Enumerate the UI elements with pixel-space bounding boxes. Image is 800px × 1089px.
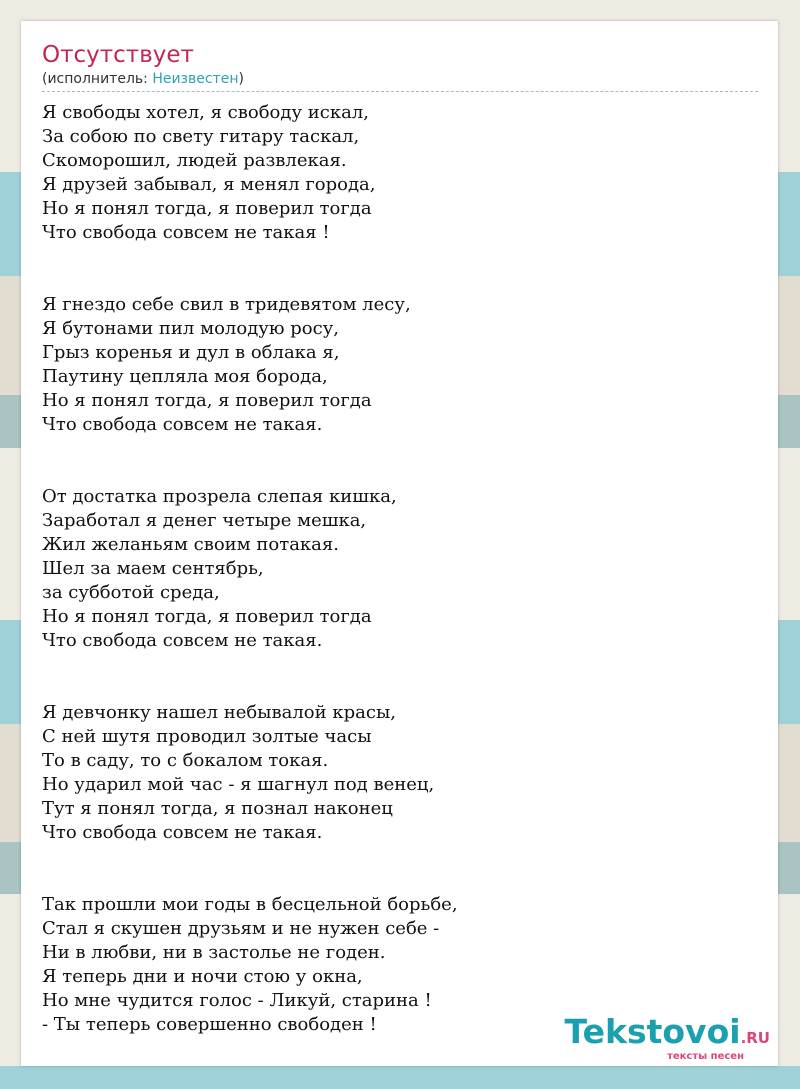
artist-prefix: (исполнитель: xyxy=(42,71,153,87)
lyric-line: Я гнездо себе свил в тридевятом лесу, xyxy=(42,294,411,315)
lyric-line: Но я понял тогда, я поверил тогда xyxy=(42,606,372,627)
logo-tld: .RU xyxy=(740,1029,770,1047)
lyric-line: Но я понял тогда, я поверил тогда xyxy=(42,198,372,219)
lyric-line: Но я понял тогда, я поверил тогда xyxy=(42,390,372,411)
site-logo[interactable] xyxy=(564,1012,770,1062)
lyric-line: За собою по свету гитару таскал, xyxy=(42,126,360,147)
lyric-line: Я бутонами пил молодую росу, xyxy=(42,318,340,339)
lyric-line: Тут я понял тогда, я познал наконец xyxy=(42,798,393,819)
lyric-line: То в саду, то с бокалом токая. xyxy=(42,750,329,771)
lyric-line: Грыз коренья и дул в облака я, xyxy=(42,342,340,363)
lyric-line: Я девчонку нашел небывалой красы, xyxy=(42,702,396,723)
lyric-line: Скоморошил, людей развлекая. xyxy=(42,150,347,171)
lyric-line: Ни в любви, ни в застолье не годен. xyxy=(42,942,386,963)
lyrics-card xyxy=(21,21,778,1066)
lyric-line: за субботой среда, xyxy=(42,582,220,603)
lyric-line: Но ударил мой час - я шагнул под венец, xyxy=(42,774,435,795)
stanza-3 xyxy=(42,485,758,653)
lyric-line: Стал я скушен друзьям и не нужен себе - xyxy=(42,918,440,939)
lyric-line: Заработал я денег четыре мешка, xyxy=(42,510,367,531)
song-header xyxy=(42,41,758,92)
lyric-line: От достатка прозрела слепая кишка, xyxy=(42,486,397,507)
lyric-line: Но мне чудится голос - Ликуй, старина ! xyxy=(42,990,432,1011)
lyric-line: Что свобода совсем не такая ! xyxy=(42,222,330,243)
footer-strip xyxy=(0,1070,800,1089)
stanza-4 xyxy=(42,701,758,845)
logo-main-text: Tekstovoi xyxy=(564,1012,741,1051)
song-title: Отсутствует xyxy=(42,42,194,68)
lyric-line: Шел за маем сентябрь, xyxy=(42,558,264,579)
lyric-line: Что свобода совсем не такая. xyxy=(42,630,323,651)
lyrics-body xyxy=(42,101,758,1085)
artist-link[interactable]: Неизвестен xyxy=(152,71,239,87)
lyric-line: Что свобода совсем не такая. xyxy=(42,414,323,435)
lyric-line: Я теперь дни и ночи стою у окна, xyxy=(42,966,363,987)
stanza-2 xyxy=(42,293,758,437)
lyric-line: С ней шутя проводил золтые часы xyxy=(42,726,372,747)
lyric-line: Я свободы хотел, я свободу искал, xyxy=(42,102,370,123)
lyric-line: Паутину цепляла моя борода, xyxy=(42,366,328,387)
logo-wordmark xyxy=(564,1012,770,1055)
lyric-line: Жил желаньям своим потакая. xyxy=(42,534,339,555)
artist-suffix: ) xyxy=(238,71,244,87)
lyric-line: Так прошли мои годы в бесцельной борьбе, xyxy=(42,894,458,915)
logo-tagline: тексты песен xyxy=(667,1051,744,1062)
stanza-1 xyxy=(42,101,758,245)
artist-line xyxy=(42,69,758,89)
lyric-line: - Ты теперь совершенно свободен ! xyxy=(42,1014,377,1035)
lyric-line: Что свобода совсем не такая. xyxy=(42,822,323,843)
lyric-line: Я друзей забывал, я менял города, xyxy=(42,174,376,195)
